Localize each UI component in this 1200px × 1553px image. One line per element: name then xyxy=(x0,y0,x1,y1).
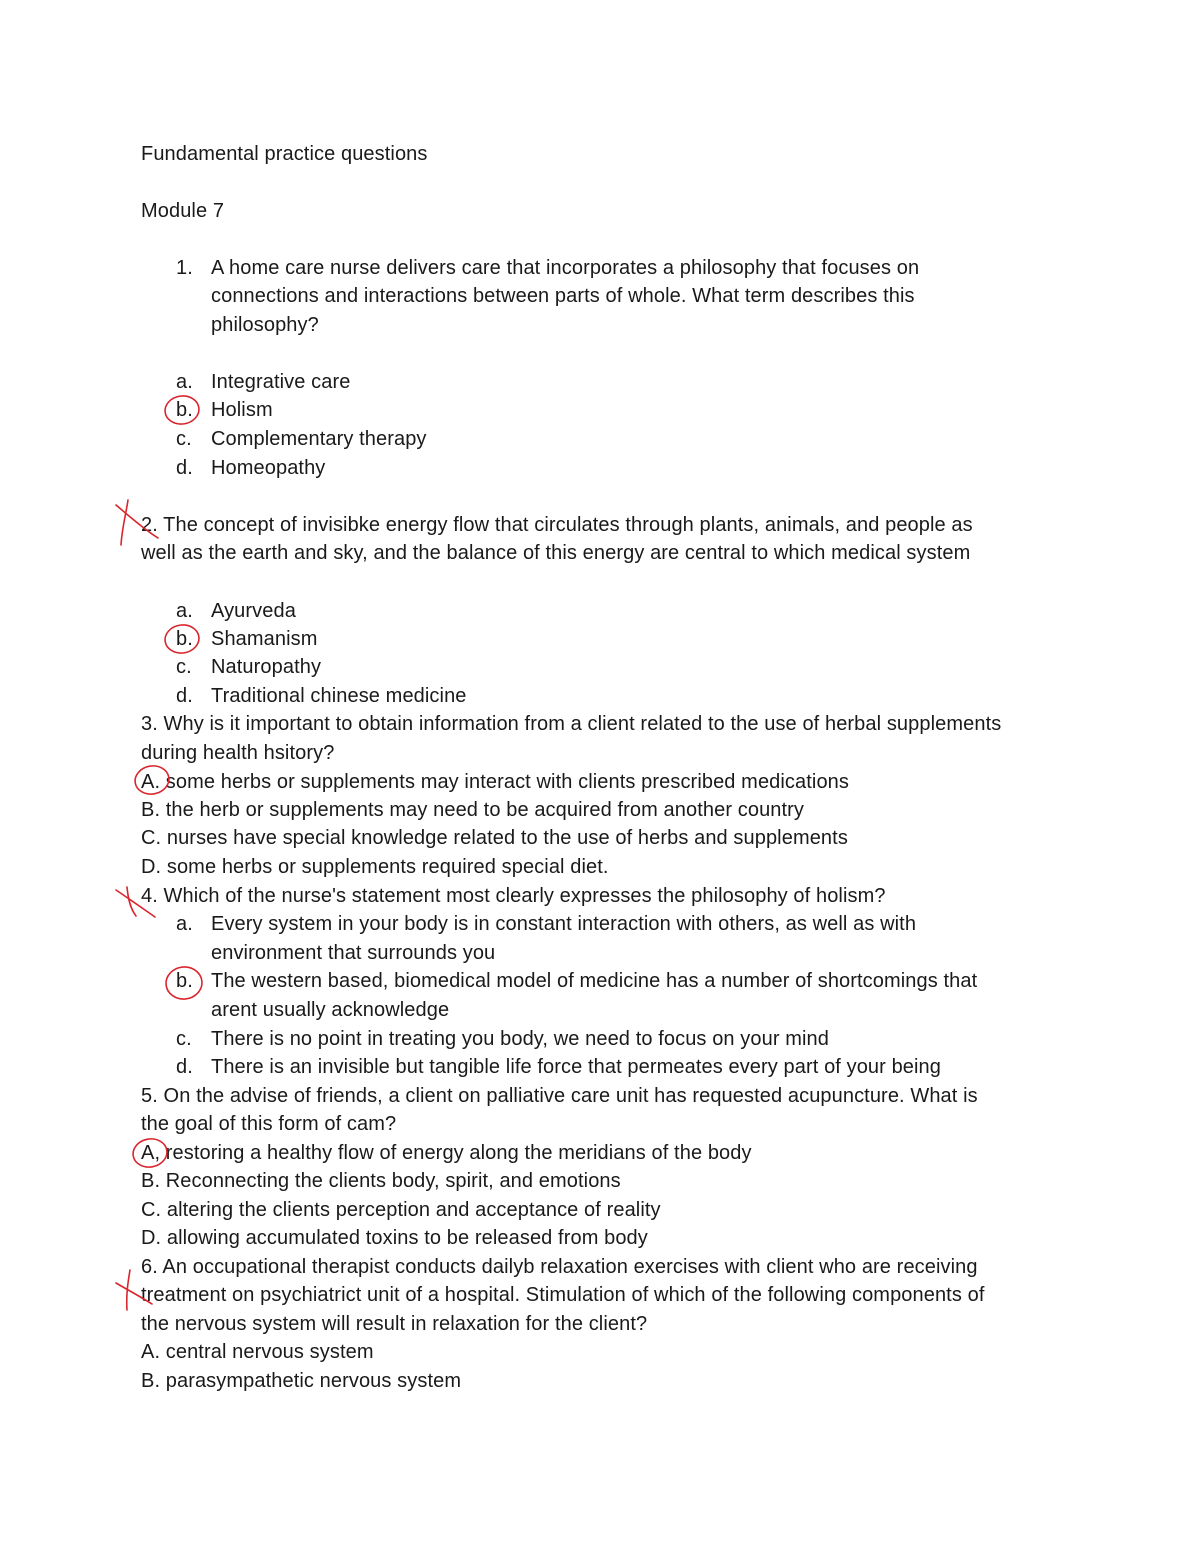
q4-option-text: arent usually acknowledge xyxy=(211,999,450,1021)
q3-text-line: 3. Why is it important to obtain information from a client related to the use of herbal supplements xyxy=(141,713,1002,735)
q5-text-line: the goal of this form of cam? xyxy=(141,1113,397,1135)
cross-mark xyxy=(121,500,128,545)
q3-option: A. some herbs or supplements may interact with clients prescribed medications xyxy=(141,771,850,793)
q1-option-letter: a. xyxy=(176,371,193,393)
q1-option-letter: c. xyxy=(176,428,192,450)
q4-option-text: The western based, biomedical model of medicine has a number of shortcomings that xyxy=(211,970,978,992)
q1-option-text: Homeopathy xyxy=(211,457,326,479)
q5-option: D. allowing accumulated toxins to be released from body xyxy=(141,1227,648,1249)
q4-text-line: 4. Which of the nurse's statement most clearly expresses the philosophy of holism? xyxy=(141,885,886,907)
q2-text-line: well as the earth and sky, and the balance of this energy are central to which medical system xyxy=(141,542,971,564)
q6-text-line: the nervous system will result in relaxation for the client? xyxy=(141,1313,648,1335)
q2-text-line: 2. The concept of invisibke energy flow that circulates through plants, animals, and people as xyxy=(141,514,973,536)
q4-option-text: There is no point in treating you body, we need to focus on your mind xyxy=(211,1028,830,1050)
q4-option-letter: d. xyxy=(176,1056,193,1078)
q5-text-line: 5. On the advise of friends, a client on palliative care unit has requested acupuncture. What is xyxy=(141,1085,978,1107)
q1-option-text: Holism xyxy=(211,399,273,421)
q1-option-letter: d. xyxy=(176,457,193,479)
cross-mark xyxy=(127,887,136,916)
q4-option-letter: a. xyxy=(176,913,193,935)
q6-option: A. central nervous system xyxy=(141,1341,374,1363)
q1-number: 1. xyxy=(176,257,193,279)
q1-option-text: Complementary therapy xyxy=(211,428,427,450)
q2-option-text: Ayurveda xyxy=(211,600,296,622)
q3-option: B. the herb or supplements may need to be acquired from another country xyxy=(141,799,805,821)
document-title: Fundamental practice questions xyxy=(141,143,428,165)
q3-text-line: during health hsitory? xyxy=(141,742,335,764)
q2-option-text: Traditional chinese medicine xyxy=(211,685,467,707)
q4-option-letter: c. xyxy=(176,1028,192,1050)
q5-option: C. altering the clients perception and acceptance of reality xyxy=(141,1199,661,1221)
q2-option-text: Shamanism xyxy=(211,628,318,650)
q4-option-letter: b. xyxy=(176,970,193,992)
cross-mark xyxy=(127,1270,130,1310)
q2-option-text: Naturopathy xyxy=(211,656,322,678)
module-heading: Module 7 xyxy=(141,200,225,222)
q2-option-letter: c. xyxy=(176,656,192,678)
q4-option-text: environment that surrounds you xyxy=(211,942,496,964)
q3-option: D. some herbs or supplements required special diet. xyxy=(141,856,609,878)
q6-option: B. parasympathetic nervous system xyxy=(141,1370,462,1392)
q4-option-text: Every system in your body is in constant interaction with others, as well as with xyxy=(211,913,917,935)
q5-option: B. Reconnecting the clients body, spirit, and emotions xyxy=(141,1170,621,1192)
q1-option-letter: b. xyxy=(176,399,193,421)
q4-option-text: There is an invisible but tangible life force that permeates every part of your being xyxy=(211,1056,942,1078)
q1-text-line: connections and interactions between parts of whole. What term describes this xyxy=(211,285,915,307)
q6-text-line: 6. An occupational therapist conducts dailyb relaxation exercises with client who are receiving xyxy=(141,1256,978,1278)
q2-option-letter: d. xyxy=(176,685,193,707)
q2-option-letter: a. xyxy=(176,600,193,622)
q5-option: A, restoring a healthy flow of energy along the meridians of the body xyxy=(141,1142,752,1164)
q2-option-letter: b. xyxy=(176,628,193,650)
q1-text-line: philosophy? xyxy=(211,314,319,336)
q3-option: C. nurses have special knowledge related to the use of herbs and supplements xyxy=(141,827,848,849)
q1-text-line: A home care nurse delivers care that incorporates a philosophy that focuses on xyxy=(211,257,920,279)
q1-option-text: Integrative care xyxy=(211,371,351,393)
q6-text-line: treatment on psychiatrict unit of a hospital. Stimulation of which of the following components of xyxy=(141,1284,985,1306)
